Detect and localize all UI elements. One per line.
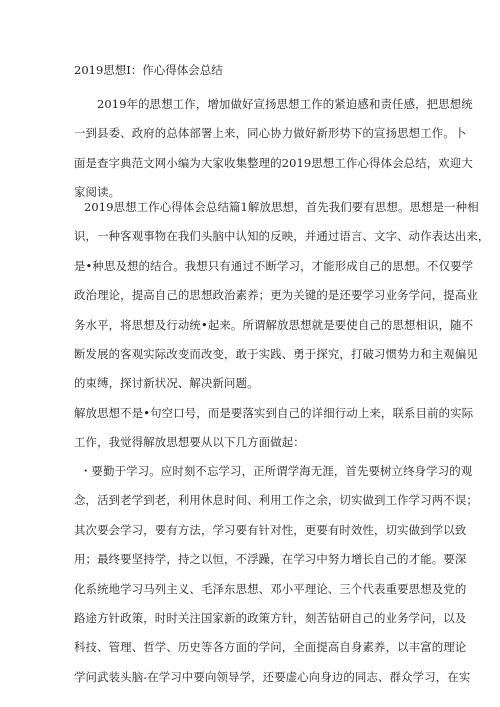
text-line: 化系统地学习马列主义、毛泽东思想、邓小平理论、三个代表重要思想及党的	[74, 581, 467, 596]
paragraph-emancipation	[74, 405, 474, 464]
text-line: ・要勤于学习。应时刻不忘学习，正所谓学海无涯，首先要树立终身学习的观	[80, 464, 473, 478]
text-line: 一到县委、政府的总体部署上来，同心协力做好新形势下的宣扬思想工作。卜	[74, 126, 467, 141]
text-line: 科技、管理、哲学、历史等各方面的学问，全面提高自身素养，以丰富的理论	[74, 640, 467, 655]
text-line: 政治理论，提高自己的思想政治素养；更为关键的是还要学习业务学问，提高业	[74, 288, 478, 303]
text-line: 用；最终要坚持学，持之以恒，不浮躁，在学习中努力增长自己的才能。要深	[74, 552, 467, 567]
text-line: 面是查字典范文网小编为大家收集整理的2019思想工作心得体会总结，欢迎大	[74, 155, 473, 170]
text-line: 其次要会学习，要有方法，学习要有针对性，更要有时效性，切实做到学以致	[74, 522, 467, 537]
paragraph-intro	[74, 96, 473, 214]
text-line: 2019思想工作心得体会总结篇1解放思想，首先我们要有思想。思想是一种相	[84, 200, 479, 214]
text-line: 家阅读。	[74, 185, 121, 200]
paragraph-study	[74, 463, 478, 698]
text-line: 工作，我觉得解放思想要从以下几方面做起：	[74, 435, 305, 450]
text-line: 断发展的客观实际改变而改变，敢于实践、勇于探究，打破习惯势力和主观偏见	[74, 346, 478, 361]
text-line: 2019年的思想工作，增加做好宣扬思想工作的紧迫感和责任感，把思想统	[97, 97, 473, 111]
paragraph-section-1	[74, 199, 490, 405]
text-line: 念，活到老学到老，利用休息时间、利用工作之余，切实做到工作学习两不误；	[74, 493, 478, 508]
text-line: 的束缚，探讨新状况、解决新问题。	[74, 376, 259, 391]
text-line: 路途方针政策，时时关注国家新的政策方针，刻苦钻研自己的业务学问，以及	[74, 610, 467, 625]
text-line: 务水平，将思想及行动统•起来。所谓解放思想就是要使自己的思想相识，随不	[74, 317, 474, 332]
text-line: 是•种思及想的结合。我想只有通过不断学习，才能形成自己的思想。不仅要学	[74, 258, 474, 273]
text-line: 识，一种客观事物在我们头脑中认知的反映，并通过语言、文字、动作表达出来，	[74, 229, 490, 244]
text-line: 解放思想不是•句空口号，而是要落实到自己的详细行动上来，联系目前的实际	[74, 406, 474, 420]
text-line: 学问武装头脑-在学习中要向领导学，还要虚心向身边的同志、群众学习，在实	[74, 669, 471, 684]
document-title: 2019思想I：作心得体会总结	[74, 63, 223, 77]
